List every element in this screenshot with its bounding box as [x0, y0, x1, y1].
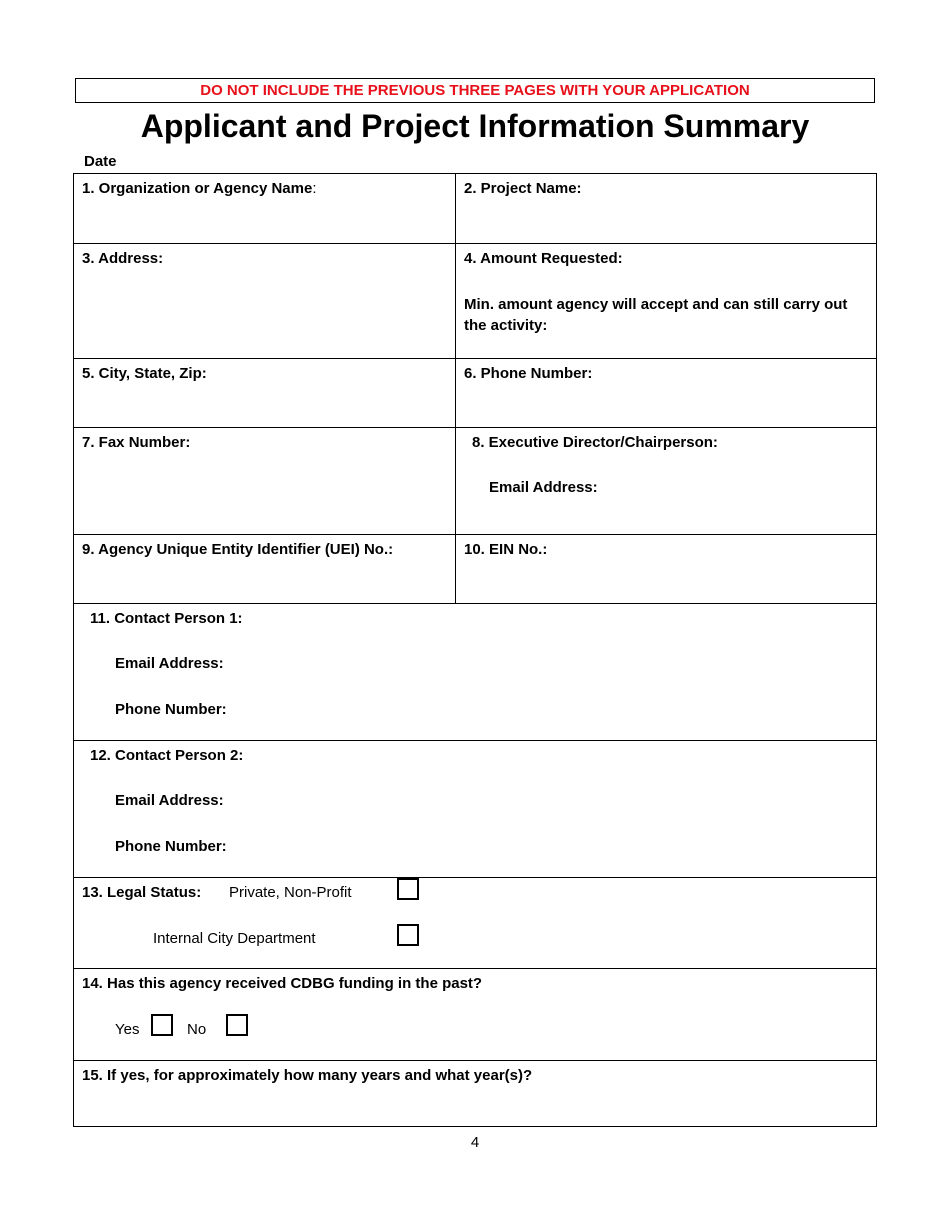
internal-city-department-checkbox[interactable] [397, 924, 419, 946]
contact-2-phone-label: Phone Number: [115, 838, 227, 855]
city-state-zip-label: 5. City, State, Zip: [82, 365, 207, 382]
yes-label: Yes [115, 1021, 140, 1038]
funding-years-field[interactable] [74, 1061, 876, 1126]
fax-number-label: 7. Fax Number: [82, 434, 191, 451]
min-amount-label: Min. amount agency will accept and can still carry out the activity: [464, 296, 848, 334]
executive-director-field[interactable] [456, 428, 876, 534]
organization-name-colon: : [312, 180, 317, 197]
contact-2-email-label: Email Address: [115, 792, 224, 809]
uei-number-field[interactable] [74, 535, 456, 603]
organization-name-label: 1. Organization or Agency Name [82, 180, 313, 197]
organization-name-field[interactable] [74, 174, 456, 243]
address-label: 3. Address: [82, 250, 164, 267]
contact-person-1-label: 11. Contact Person 1: [90, 610, 243, 627]
city-state-zip-field[interactable] [74, 359, 456, 427]
funding-years-question: 15. If yes, for approximately how many years and what year(s)? [82, 1067, 533, 1084]
page-number: 4 [470, 1134, 480, 1151]
cdbg-funding-field [74, 969, 876, 1060]
form-row-3 [74, 358, 876, 427]
form-row-7 [74, 740, 876, 877]
phone-number-label: 6. Phone Number: [464, 365, 593, 382]
uei-number-label: 9. Agency Unique Entity Identifier (UEI) No.: [82, 541, 394, 558]
page-title: Applicant and Project Information Summary [140, 108, 810, 144]
private-nonprofit-checkbox[interactable] [397, 878, 419, 900]
internal-city-department-label: Internal City Department [153, 930, 316, 947]
contact-person-2-field[interactable] [74, 741, 876, 877]
form-row-1 [74, 174, 876, 243]
legal-status-field [74, 878, 876, 968]
no-label: No [187, 1021, 207, 1038]
contact-1-phone-label: Phone Number: [115, 701, 227, 718]
yes-checkbox[interactable] [151, 1014, 173, 1036]
form-row-5 [74, 534, 876, 603]
legal-status-label: 13. Legal Status: [82, 884, 202, 901]
project-name-field[interactable] [456, 174, 876, 243]
amount-requested-field[interactable] [456, 244, 876, 358]
project-name-label: 2. Project Name: [464, 180, 582, 197]
form-row-2 [74, 243, 876, 358]
application-form [73, 173, 877, 1127]
ein-number-label: 10. EIN No.: [464, 541, 548, 558]
date-label: Date [84, 153, 117, 170]
no-checkbox[interactable] [226, 1014, 248, 1036]
fax-number-field[interactable] [74, 428, 456, 534]
phone-number-field[interactable] [456, 359, 876, 427]
private-nonprofit-label: Private, Non-Profit [229, 884, 352, 901]
form-row-8 [74, 877, 876, 968]
contact-1-email-label: Email Address: [115, 655, 224, 672]
contact-person-2-label: 12. Contact Person 2: [90, 747, 244, 764]
contact-person-1-field[interactable] [74, 604, 876, 740]
executive-email-label: Email Address: [489, 479, 598, 496]
form-row-4 [74, 427, 876, 534]
ein-number-field[interactable] [456, 535, 876, 603]
form-row-9 [74, 968, 876, 1060]
warning-banner: DO NOT INCLUDE THE PREVIOUS THREE PAGES WITH YOUR APPLICATION [75, 78, 875, 103]
form-row-10 [74, 1060, 876, 1126]
amount-requested-label: 4. Amount Requested: [464, 250, 623, 267]
form-row-6 [74, 603, 876, 740]
cdbg-funding-question: 14. Has this agency received CDBG funding in the past? [82, 975, 483, 992]
executive-director-label: 8. Executive Director/Chairperson: [472, 434, 718, 451]
address-field[interactable] [74, 244, 456, 358]
